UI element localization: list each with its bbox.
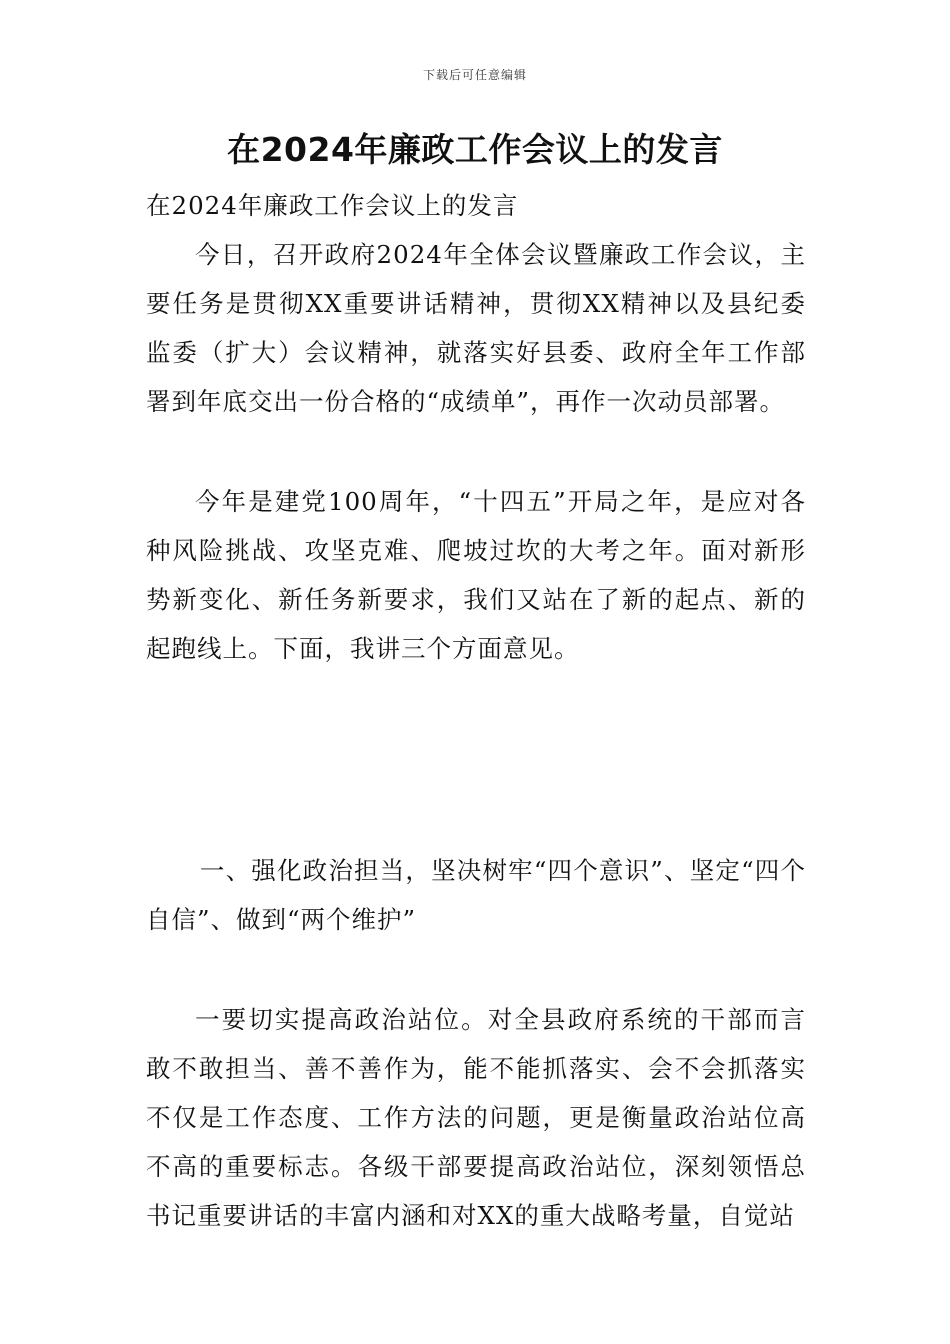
paragraph-political-stance: 一要切实提高政治站位。对全县政府系统的干部而言敢不敢担当、善不善作为，能不能抓落实、会不会抓落实不仅是工作态度、工作方法的问题，更是衡量政治站位高不高的重要标志。各级干部要提高政治站位，深刻领悟总书记重要讲话的丰富内涵和对XX的重大战略考量，自觉站 [146,1005,806,1230]
document-title: 在2024年廉政工作会议上的发言 [227,130,723,169]
header-note: 下载后可任意编辑 [422,68,527,82]
document-body [146,181,806,1240]
paragraph-intro: 今日，召开政府2024年全体会议暨廉政工作会议，主要任务是贯彻XX重要讲话精神，贯彻XX精神以及县纪委监委（扩大）会议精神，就落实好县委、政府全年工作部署到年底交出一份合格的“成绩单”，再作一次动员部署。 [146,240,806,416]
document-subtitle: 在2024年廉政工作会议上的发言 [146,191,519,220]
section-heading-one: 一、强化政治担当，坚决树牢“四个意识”、坚定“四个自信”、做到“两个维护” [146,856,806,934]
paragraph-context: 今年是建党100周年，“十四五”开局之年，是应对各种风险挑战、攻坚克难、爬坡过坎的大考之年。面对新形势新变化、新任务新要求，我们又站在了新的起点、新的起跑线上。下面，我讲三个方面意见。 [146,487,806,663]
